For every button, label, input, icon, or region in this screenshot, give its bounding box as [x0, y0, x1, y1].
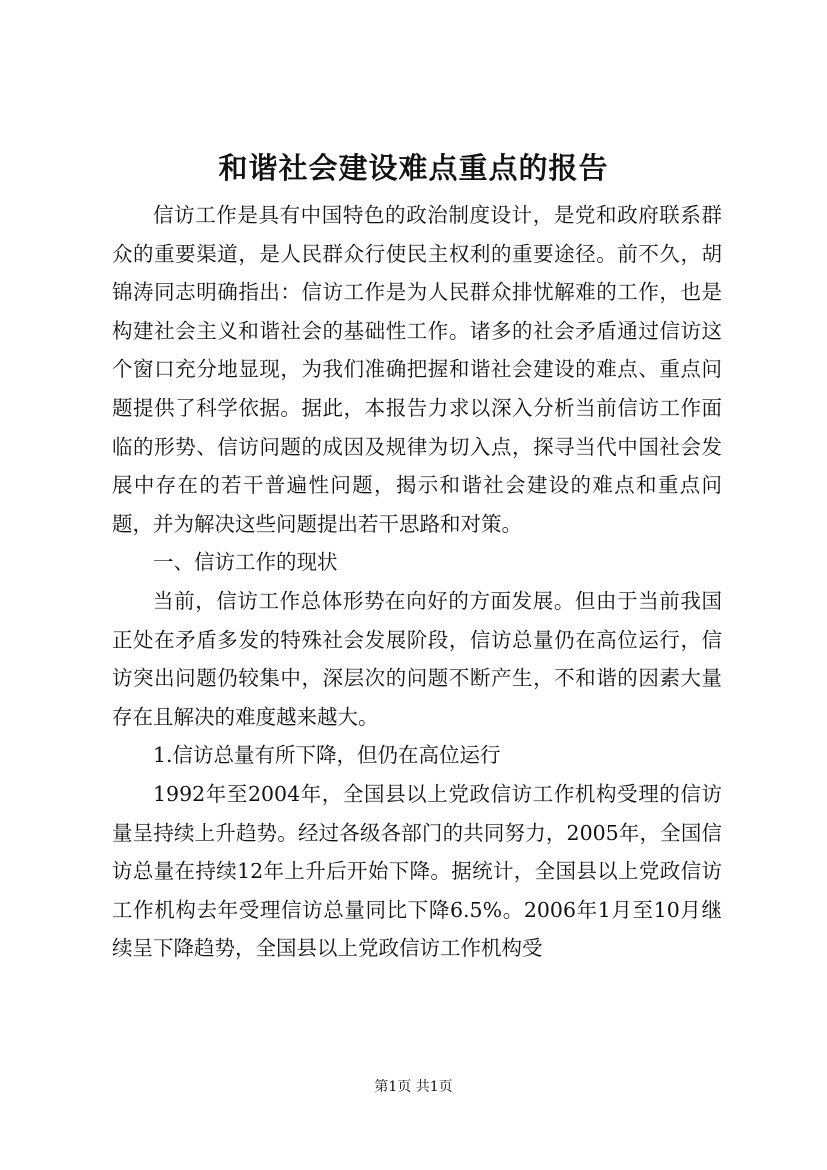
- paragraph-status: 当前，信访工作总体形势在向好的方面发展。但由于当前我国正处在矛盾多发的特殊社会发展阶段，信访总量仍在高位运行，信访突出问题仍较集中，深层次的问题不断产生，不和谐的因素大量存在且解决的难度越来越大。: [112, 588, 722, 729]
- document-body: [112, 196, 722, 968]
- document-title: 和谐社会建设难点重点的报告: [218, 151, 609, 185]
- paragraph-statistics: 1992年至2004年，全国县以上党政信访工作机构受理的信访量呈持续上升趋势。经过各级各部门的共同努力，2005年，全国信访总量在持续12年上升后开始下降。据统计，全国县以上党政信访工作机构去年受理信访总量同比下降6.5%。2006年1月至10月继续呈下降趋势，全国县以上党政信访工作机构受: [112, 781, 722, 961]
- section-heading-1: 一、信访工作的现状: [153, 550, 338, 575]
- paragraph-intro: 信访工作是具有中国特色的政治制度设计，是党和政府联系群众的重要渠道，是人民群众行使民主权利的重要途径。前不久，胡锦涛同志明确指出：信访工作是为人民群众排忧解难的工作，也是构建社会主义和谐社会的基础性工作。诸多的社会矛盾通过信访这个窗口充分地显现，为我们准确把握和谐社会建设的难点、重点问题提供了科学依据。据此，本报告力求以深入分析当前信访工作面临的形势、信访问题的成因及规律为切入点，探寻当代中国社会发展中存在的若干普遍性问题，揭示和谐社会建设的难点和重点问题，并为解决这些问题提出若干思路和对策。: [112, 203, 722, 536]
- subsection-heading-1: 1.信访总量有所下降，但仍在高位运行: [153, 743, 501, 768]
- page-footer: 第1页 共1页: [374, 1079, 453, 1095]
